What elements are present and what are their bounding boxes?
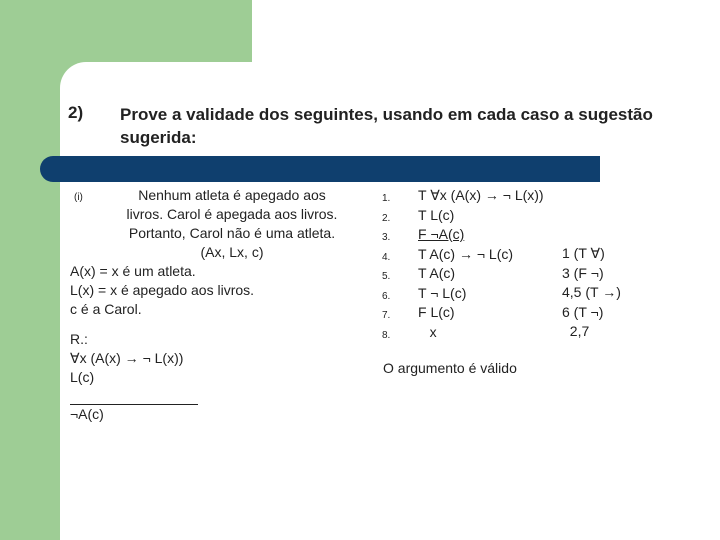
answer-label: R.: [70, 331, 88, 347]
line-number: 1. [382, 193, 391, 204]
paragraph-line: (Ax, Lx, c) [200, 244, 264, 260]
item-label: (i) [74, 192, 83, 203]
premise-2: L(c) [70, 369, 95, 385]
line-number: 3. [382, 232, 391, 243]
premise-1: ∀x (A(x) → ¬ L(x)) [70, 350, 184, 366]
proof-step-closed: x [418, 323, 437, 340]
title-separator-bar [40, 156, 600, 182]
justification: 6 (T ¬) [562, 303, 604, 320]
proof-step: T ∀x (A(x) → ¬ L(x)) [418, 187, 544, 203]
proof-step: T A(c) → ¬ L(c) [418, 245, 514, 262]
proof-justifications [562, 244, 621, 342]
justification: 3 (F ¬) [562, 264, 604, 281]
definition-line: c é a Carol. [70, 301, 142, 317]
proof-step: T L(c) [418, 206, 455, 223]
line-number: 5. [382, 271, 391, 282]
proof-step: F L(c) [418, 304, 455, 320]
line-number: 7. [382, 310, 391, 321]
problem-paragraph [70, 186, 352, 262]
definition-line: L(x) = x é apegado aos livros. [70, 282, 255, 298]
definition-line: A(x) = x é um atleta. [70, 263, 196, 279]
proof-line-numbers [382, 189, 390, 345]
decorative-green-left [0, 0, 60, 540]
line-number: 8. [382, 329, 391, 341]
line-number: 6. [382, 290, 391, 302]
proof-step: F ¬A(c) [418, 226, 465, 242]
justification: 1 (T ∀) [562, 245, 605, 261]
proof-step: T A(c) [418, 265, 456, 281]
paragraph-line: Portanto, Carol não é uma atleta. [128, 225, 336, 241]
line-number: 2. [382, 212, 391, 224]
justification: 2,7 [562, 323, 590, 339]
answer-block [70, 330, 270, 424]
paragraph-line: livros. Carol é apegada aos livros. [126, 206, 338, 222]
line-number: 4. [382, 251, 391, 263]
answer-conclusion: ¬A(c) [70, 406, 104, 422]
paragraph-line: Nenhum atleta é apegado aos [138, 187, 326, 203]
problem-statement [70, 186, 370, 319]
question-title: Prove a validade dos seguintes, usando em cada caso a sugestão sugerida: [120, 105, 653, 147]
conclusion-rule [70, 387, 198, 405]
justification: 4,5 (T →) [562, 284, 621, 300]
proof-steps [418, 186, 544, 342]
proof-conclusion: O argumento é válido [383, 360, 517, 376]
proof-step: T ¬ L(c) [418, 284, 467, 301]
question-number: 2) [68, 103, 84, 122]
